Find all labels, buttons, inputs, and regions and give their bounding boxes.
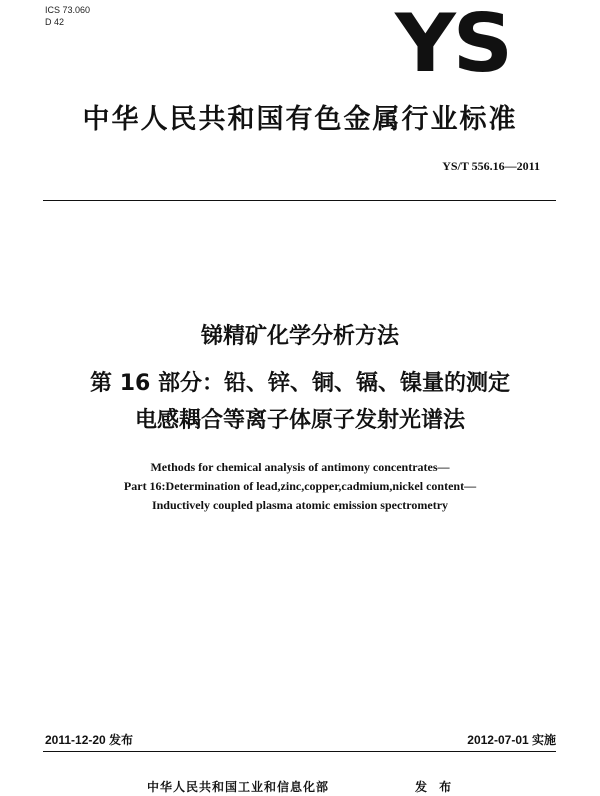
issue-label: 发 布: [415, 780, 456, 794]
bottom-divider: [43, 751, 556, 752]
english-title-line-3: Inductively coupled plasma atomic emission spectrometry: [151, 498, 449, 512]
standard-number: YS/T 556.16—2011: [442, 159, 540, 173]
ics-code: ICS 73.060: [45, 5, 91, 15]
ys-logo: YS: [395, 0, 511, 90]
chinese-title-line-1: 锑精矿化学分析方法: [200, 324, 399, 349]
chinese-title-line-2: 第 16 部分：铅、锌、铜、镉、镍量的测定: [90, 371, 510, 396]
english-title-line-1: Methods for chemical analysis of antimony concentrates—: [150, 460, 450, 474]
top-divider: [43, 200, 556, 201]
publish-date: 2011-12-20 发布: [45, 733, 134, 747]
chinese-title-line-3: 电感耦合等离子体原子发射光谱法: [134, 408, 465, 433]
english-title-line-2: Part 16:Determination of lead,zinc,copper,cadmium,nickel content—: [123, 479, 477, 493]
classification-codes: [45, 4, 90, 28]
issuing-authority: 中华人民共和国工业和信息化部: [147, 780, 330, 794]
industry-standard-title: 中华人民共和国有色金属行业标准: [82, 104, 518, 135]
class-code: D 42: [45, 17, 65, 27]
implement-date: 2012-07-01 实施: [467, 733, 556, 747]
